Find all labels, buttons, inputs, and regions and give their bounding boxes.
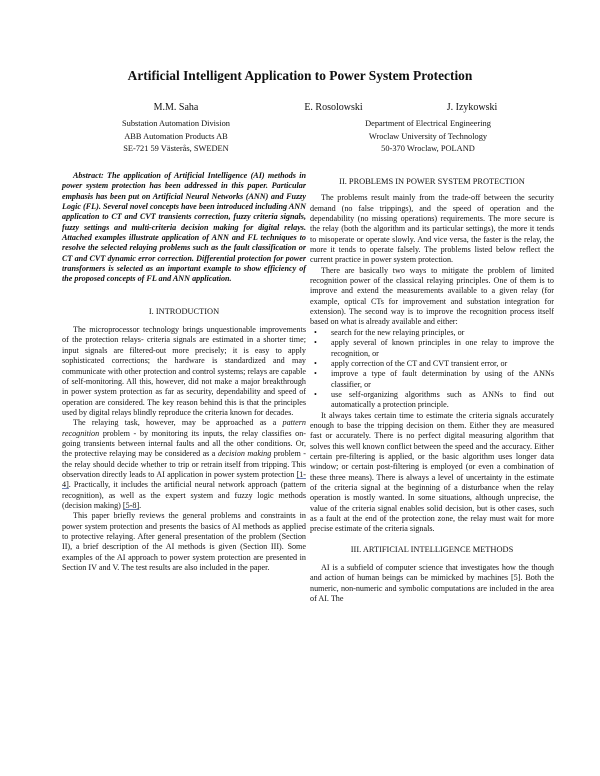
text-run: problem - by monitoring its inputs, the relay classifies on-going transients between internal faults and all the other conditions. Or, the protective relaying may be considered as a: [62, 428, 306, 459]
paragraph: It always takes certain time to estimate the criteria signals accurately enough to base the tripping decision on them. Either they are measured fast or accurately. There is no perfect digital measuring algorithm that solves this well known conflict between the speed and the accuracy. Either certain pre-filtering is applied, or the basic algorithm uses longer data window; or certain post-filtering is employed (or even a combination of these three means). There is always a level of uncertainty in the estimate of the criteria signal at the beginning of a disturbance when the relay operation is mostly wanted. In some situations, although unprecise, the value of the criteria signal enables solid decision, but is other cases, such as a fault at the end of the protection zone, the relay must wait for more precise estimate of the criteria signals.: [310, 410, 554, 534]
affiliation-line: Substation Automation Division: [122, 119, 230, 128]
abstract-text: The application of Artificial Intelligence (AI) methods in power system protection has been addressed in this paper. Particular emphasis has been put on Artificial Neural Networks (ANN) and Fuzzy Logic (FL). Several novel concepts have been introduced including ANN application to CT and CVT transients correction, fuzzy criteria signals, fuzzy settings and multi-criteria decision making for digital relays. Attached examples illustrate application of ANN and FL techniques to resolve the selected relaying problems such as the fault classification or CT and CVT dynamic error correction. Differential protection for power transformers is selected as an important example to show efficiency of the proposed concepts of FL and ANN application.: [62, 171, 306, 284]
abstract: [62, 171, 306, 285]
paper-title: Artificial Intelligent Application to Power System Protection: [127, 68, 473, 83]
italic-term: decision making: [217, 449, 272, 459]
author-name: J. Izykowski: [446, 102, 498, 113]
section-heading: I. INTRODUCTION: [148, 306, 220, 316]
text-run: problem - the relay should decide whether to trip or retrain itself from tripping. This observation directly leads to AI application in power system protection: [62, 449, 306, 479]
affiliation-line: 50-370 Wroclaw, POLAND: [381, 144, 475, 154]
text-run: .: [139, 500, 142, 510]
paragraph: The microprocessor technology brings unquestionable improvements of the protection relays- criteria signals are estimated in a shorter time; input signals are filtered-out more precisely; it is easy to apply sophisticated corrections; the hardware is standardized and may communicate with other protection and control systems; relays are capable of self-monitoring. All this, however, did not make a major breakthrough in power system protection as far as security, dependability and speed of operation are considered. The key reason behind this is that the principles used by digital relays blindly reproduce the criteria known for decades.: [62, 325, 306, 417]
paragraph: The problems result mainly from the trade-off between the security demand (no false trippings), and the speed of operation and the dependability (no missing operations) requirements. The more secure is the relay (both the algorithm and its particular settings), the more it tends to misoperate or operate slowly. And vice versa, the faster is the relay, the more it tends to operate falsely. The problems listed below reflect the current practice in power system protection.: [310, 193, 554, 265]
shared-affiliation: [318, 118, 538, 156]
text-run: The relaying task, however, may be approached as a: [73, 418, 283, 428]
paragraph: AI is a subfield of computer science that investigates how the though and action of human beings can be mimicked by machines [5]. Both the numeric, non-numeric and symbolic computations are included in the area of AI. The: [310, 563, 554, 604]
affiliation-line: Department of Electrical Engineering: [365, 119, 491, 128]
author-name: E. Rosolowski: [304, 102, 363, 113]
author-name: M.M. Saha: [153, 102, 199, 113]
list-item: • search for the new relaying principles, or: [310, 328, 554, 338]
left-column: [62, 171, 306, 573]
section-heading: III. ARTIFICIAL INTELLIGENCE METHODS: [350, 544, 514, 554]
paragraph: There are basically two ways to mitigate the problem of limited recognition power of the classical relaying principles. One of them is to improve and extend the measurements available to a given relay (for example, optical CTs for improvement and substation integration for extension). The second way is to improve the recognition process itself based on what is already available and either:: [310, 265, 554, 327]
affiliation-line: SE-721 59 Västerås, SWEDEN: [123, 144, 229, 154]
abstract-label: Abstract:: [73, 171, 104, 180]
affiliation-line: Wroclaw University of Technology: [368, 131, 488, 141]
list-item: • use self-organizing algorithms such as ANNs to find out automatically a protection principle.: [310, 390, 554, 411]
citation-link[interactable]: [1-4]: [62, 469, 306, 490]
list-item: • apply correction of the CT and CVT transient error, or: [310, 359, 554, 369]
list-item: • improve a type of fault determination by using of the ANNs classifier, or: [310, 369, 554, 390]
author-affiliation: [66, 118, 286, 156]
right-column: [310, 171, 554, 604]
affiliation-line: ABB Automation Products AB: [124, 131, 228, 141]
section-heading: II. PROBLEMS IN POWER SYSTEM PROTECTION: [339, 177, 525, 186]
text-run: . Practically, it includes the artificial neural network approach (pattern recognition), as well as the expert system and fuzzy logic methods (decision making): [62, 480, 306, 510]
list-item: • apply several of known principles in one relay to improve the recognition, or: [310, 338, 554, 359]
bullet-list: [310, 328, 554, 411]
italic-term: pattern recognition: [62, 418, 306, 438]
citation-link[interactable]: [5-8]: [122, 500, 140, 510]
paragraph: This paper briefly reviews the general problems and constraints in power system protection and presents the basics of AI methods as applied to protective relaying. After general presentation of the problem (Section II), a brief description of the AI methods is given (Section III). Some examples of the AI approach to power system protection are presented in Section IV and V. The test results are also included in the paper.: [62, 511, 306, 573]
paragraph: [62, 418, 306, 511]
